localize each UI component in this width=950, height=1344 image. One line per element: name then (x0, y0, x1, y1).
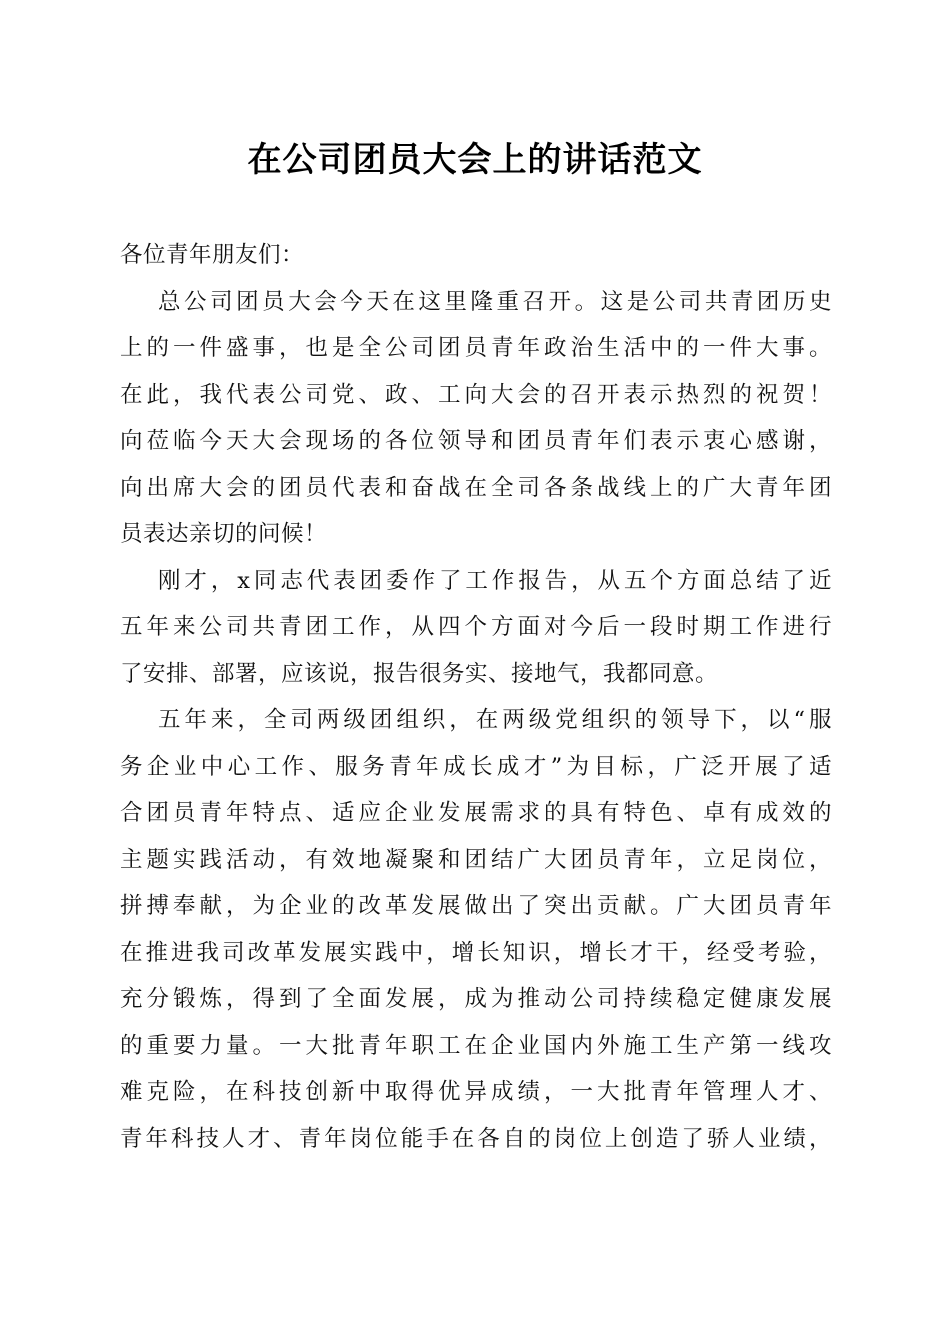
paragraph-3-line-6: 在推进我司改革发展实践中，增长知识，增长才干，经受考验， (120, 939, 832, 966)
paragraph-1-line-2: 上的一件盛事，也是全公司团员青年政治生活中的一件大事。 (120, 335, 832, 361)
paragraph-1-line-5: 向出席大会的团员代表和奋战在全司各条战线上的广大青年团 (120, 474, 832, 501)
paragraph-1-line-4: 向莅临今天大会现场的各位领导和团员青年们表示衷心感谢， (120, 428, 832, 454)
paragraph-3-line-5: 拼搏奉献，为企业的改革发展做出了突出贡献。广大团员青年 (120, 893, 832, 919)
paragraph-2-line-1: 刚才，x同志代表团委作了工作报告，从五个方面总结了近 (158, 567, 832, 594)
paragraph-3-line-4: 主题实践活动，有效地凝聚和团结广大团员青年，立足岗位， (120, 846, 832, 873)
paragraph-3-line-1: 五年来，全司两级团组织，在两级党组织的领导下，以“服 (158, 707, 832, 733)
paragraph-1-line-3: 在此，我代表公司党、政、工向大会的召开表示热烈的祝贺！ (120, 381, 832, 408)
paragraph-3-line-9: 难克险，在科技创新中取得优异成绩，一大批青年管理人才、 (120, 1079, 832, 1105)
paragraph-3-line-3: 合团员青年特点、适应企业发展需求的具有特色、卓有成效的 (120, 800, 832, 826)
document-body (120, 232, 832, 1162)
paragraph-1-line-1: 总公司团员大会今天在这里隆重召开。这是公司共青团历史 (158, 288, 832, 315)
paragraph-1-line-6: 员表达亲切的问候！ (120, 521, 328, 547)
document-title: 在公司团员大会上的讲话范文 (247, 140, 703, 180)
paragraph-3-line-7: 充分锻炼，得到了全面发展，成为推动公司持续稳定健康发展 (120, 986, 832, 1012)
paragraph-3-line-8: 的重要力量。一大批青年职工在企业国内外施工生产第一线攻 (120, 1032, 832, 1059)
paragraph-2-line-3: 了安排、部署，应该说，报告很务实、接地气，我都同意。 (120, 660, 719, 687)
paragraph-2-line-2: 五年来公司共青团工作，从四个方面对今后一段时期工作进行 (120, 614, 832, 640)
paragraph-3-line-10: 青年科技人才、青年岗位能手在各自的岗位上创造了骄人业绩， (120, 1125, 832, 1152)
paragraph-3-line-2: 务企业中心工作、服务青年成长成才”为目标，广泛开展了适 (120, 753, 832, 780)
salutation: 各位青年朋友们： (120, 242, 305, 268)
